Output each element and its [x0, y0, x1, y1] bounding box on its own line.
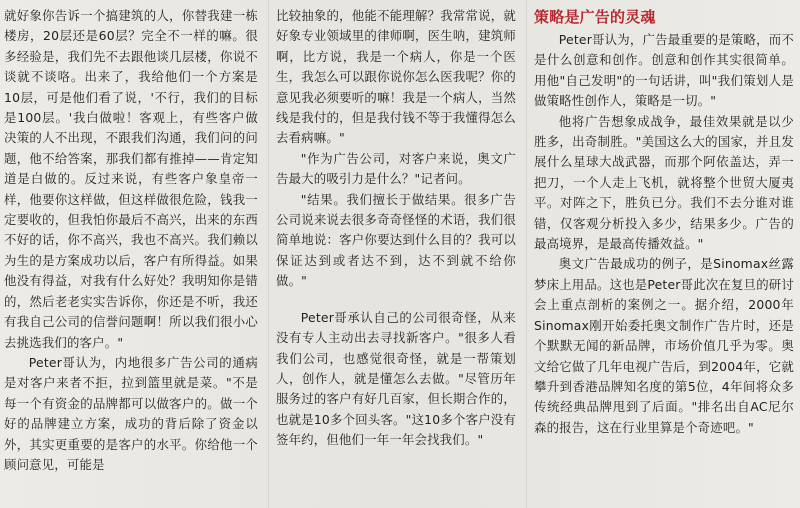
paragraph: "结果。我们擅长于做结果。很多广告公司说来说去很多奇奇怪怪的术语，我们很简单地说：客户你要达到什么目的？我可以保证达到或者达不到，达不到就不给你做。" [276, 191, 516, 289]
column-gutter [526, 0, 527, 508]
paragraph: "作为广告公司，对客户来说，奥文广告最大的吸引力是什么？"记者问。 [276, 150, 516, 187]
paragraph: 他将广告想象成战争，最佳效果就是以少胜多，出奇制胜。"美国这么大的国家，并且发展什么星球大战武器，而那个阿依盖达，弄一把刀，一个人走上飞机，就将整个世贸大厦夷平。对阵之下，胜负已分。我们不去分谁对谁错，仅客观分析投入多少，结果多少。广告的最高境界，是最高传播效益。" [534, 113, 794, 252]
paragraph: 就好象你告诉一个搞建筑的人，你替我建一栋楼房，20层还是60层？完全不一样的嘛。很多经验是，我们先不去跟他谈几层楼，你说不谈就不谈咯。出来了，我给他们一个方案是10层，可是他们看了说，'不行，我们的目标是100层。'我白做啦！客观上，有些客户做决策的人不出现，不跟我们沟通，我们问的问题，他不给答案，那我们都有推掉——肯定知道是白做的。反过来说，有些客户象皇帝一样，他要你这样做，但这样做很危险，钱我一定要收的，但我怕你最后不高兴，出来的东西不好的话，你不高兴，我也不高兴。我们赖以为生的是方案成功以后，客户有所得益。如果他没有得益，对我有什么好处？我明知你是错的，然后老老实实告诉你，你还是不听，我还有我自己公司的信誉问题啊！所以我们很小心去挑选我们的客户。" [4, 8, 258, 350]
text-column-middle [276, 6, 516, 451]
text-column-left [4, 6, 258, 475]
paragraph: Peter哥承认自己的公司很奇怪，从来没有专人主动出去寻找新客户。"很多人看我们公司，也感觉很奇怪，就是一帮策划人，创作人，就是懂怎么去做。"尽管历年服务过的客户有好几百家，但长期合作的，也就是10多个回头客。"这10多个客户没有签年约，但他们一年一年会找我们。" [276, 309, 516, 448]
section-heading: 策略是广告的灵魂 [534, 8, 656, 26]
spacer [276, 292, 516, 308]
text-column-right [534, 6, 794, 438]
paragraph: Peter哥认为，广告最重要的是策略，而不是什么创意和创作。创意和创作其实很简单。用他"自己发明"的一句话讲，叫"我们策划人是做策略性创作人，策略是一切。" [534, 32, 794, 109]
paragraph: 比较抽象的，他能不能理解？我常常说，就好象专业领域里的律师啊，医生呐，建筑师啊，比方说，我是一个病人，你是一个医生，我怎么可以跟你说你怎么医我呢？你的意见我必须要听的嘛！我是一个病人，当然线是我付的，但是我付钱不等于我懂得怎么去看病嘛。" [276, 8, 516, 146]
paragraph: 奥文广告最成功的例子，是Sinomax丝露梦床上用品。这也是Peter哥此次在复旦的研讨会上重点剖析的案例之一。据介绍，2000年Sinomax刚开始委托奥文制作广告片时，还是个默默无闻的新品牌，市场价值几乎为零。奥文给它做了几年电视广告后，到2004年，它就攀升到香港品牌知名度的第5位，4年间将众多传统经典品牌甩到了后面。"排名出自AC尼尔森的报告，这在行业里算是个奇迹吧。" [534, 256, 794, 435]
paragraph: Peter哥认为，内地很多广告公司的通病是对客户来者不拒，拉到篮里就是菜。"不是每一个有资金的品牌都可以做客户的。做一个好的品牌建立方案，成功的背后除了资金以外，其实更重要的是客户的水平。你给他一个顾问意见，可能是 [4, 354, 258, 472]
column-gutter [268, 0, 269, 508]
